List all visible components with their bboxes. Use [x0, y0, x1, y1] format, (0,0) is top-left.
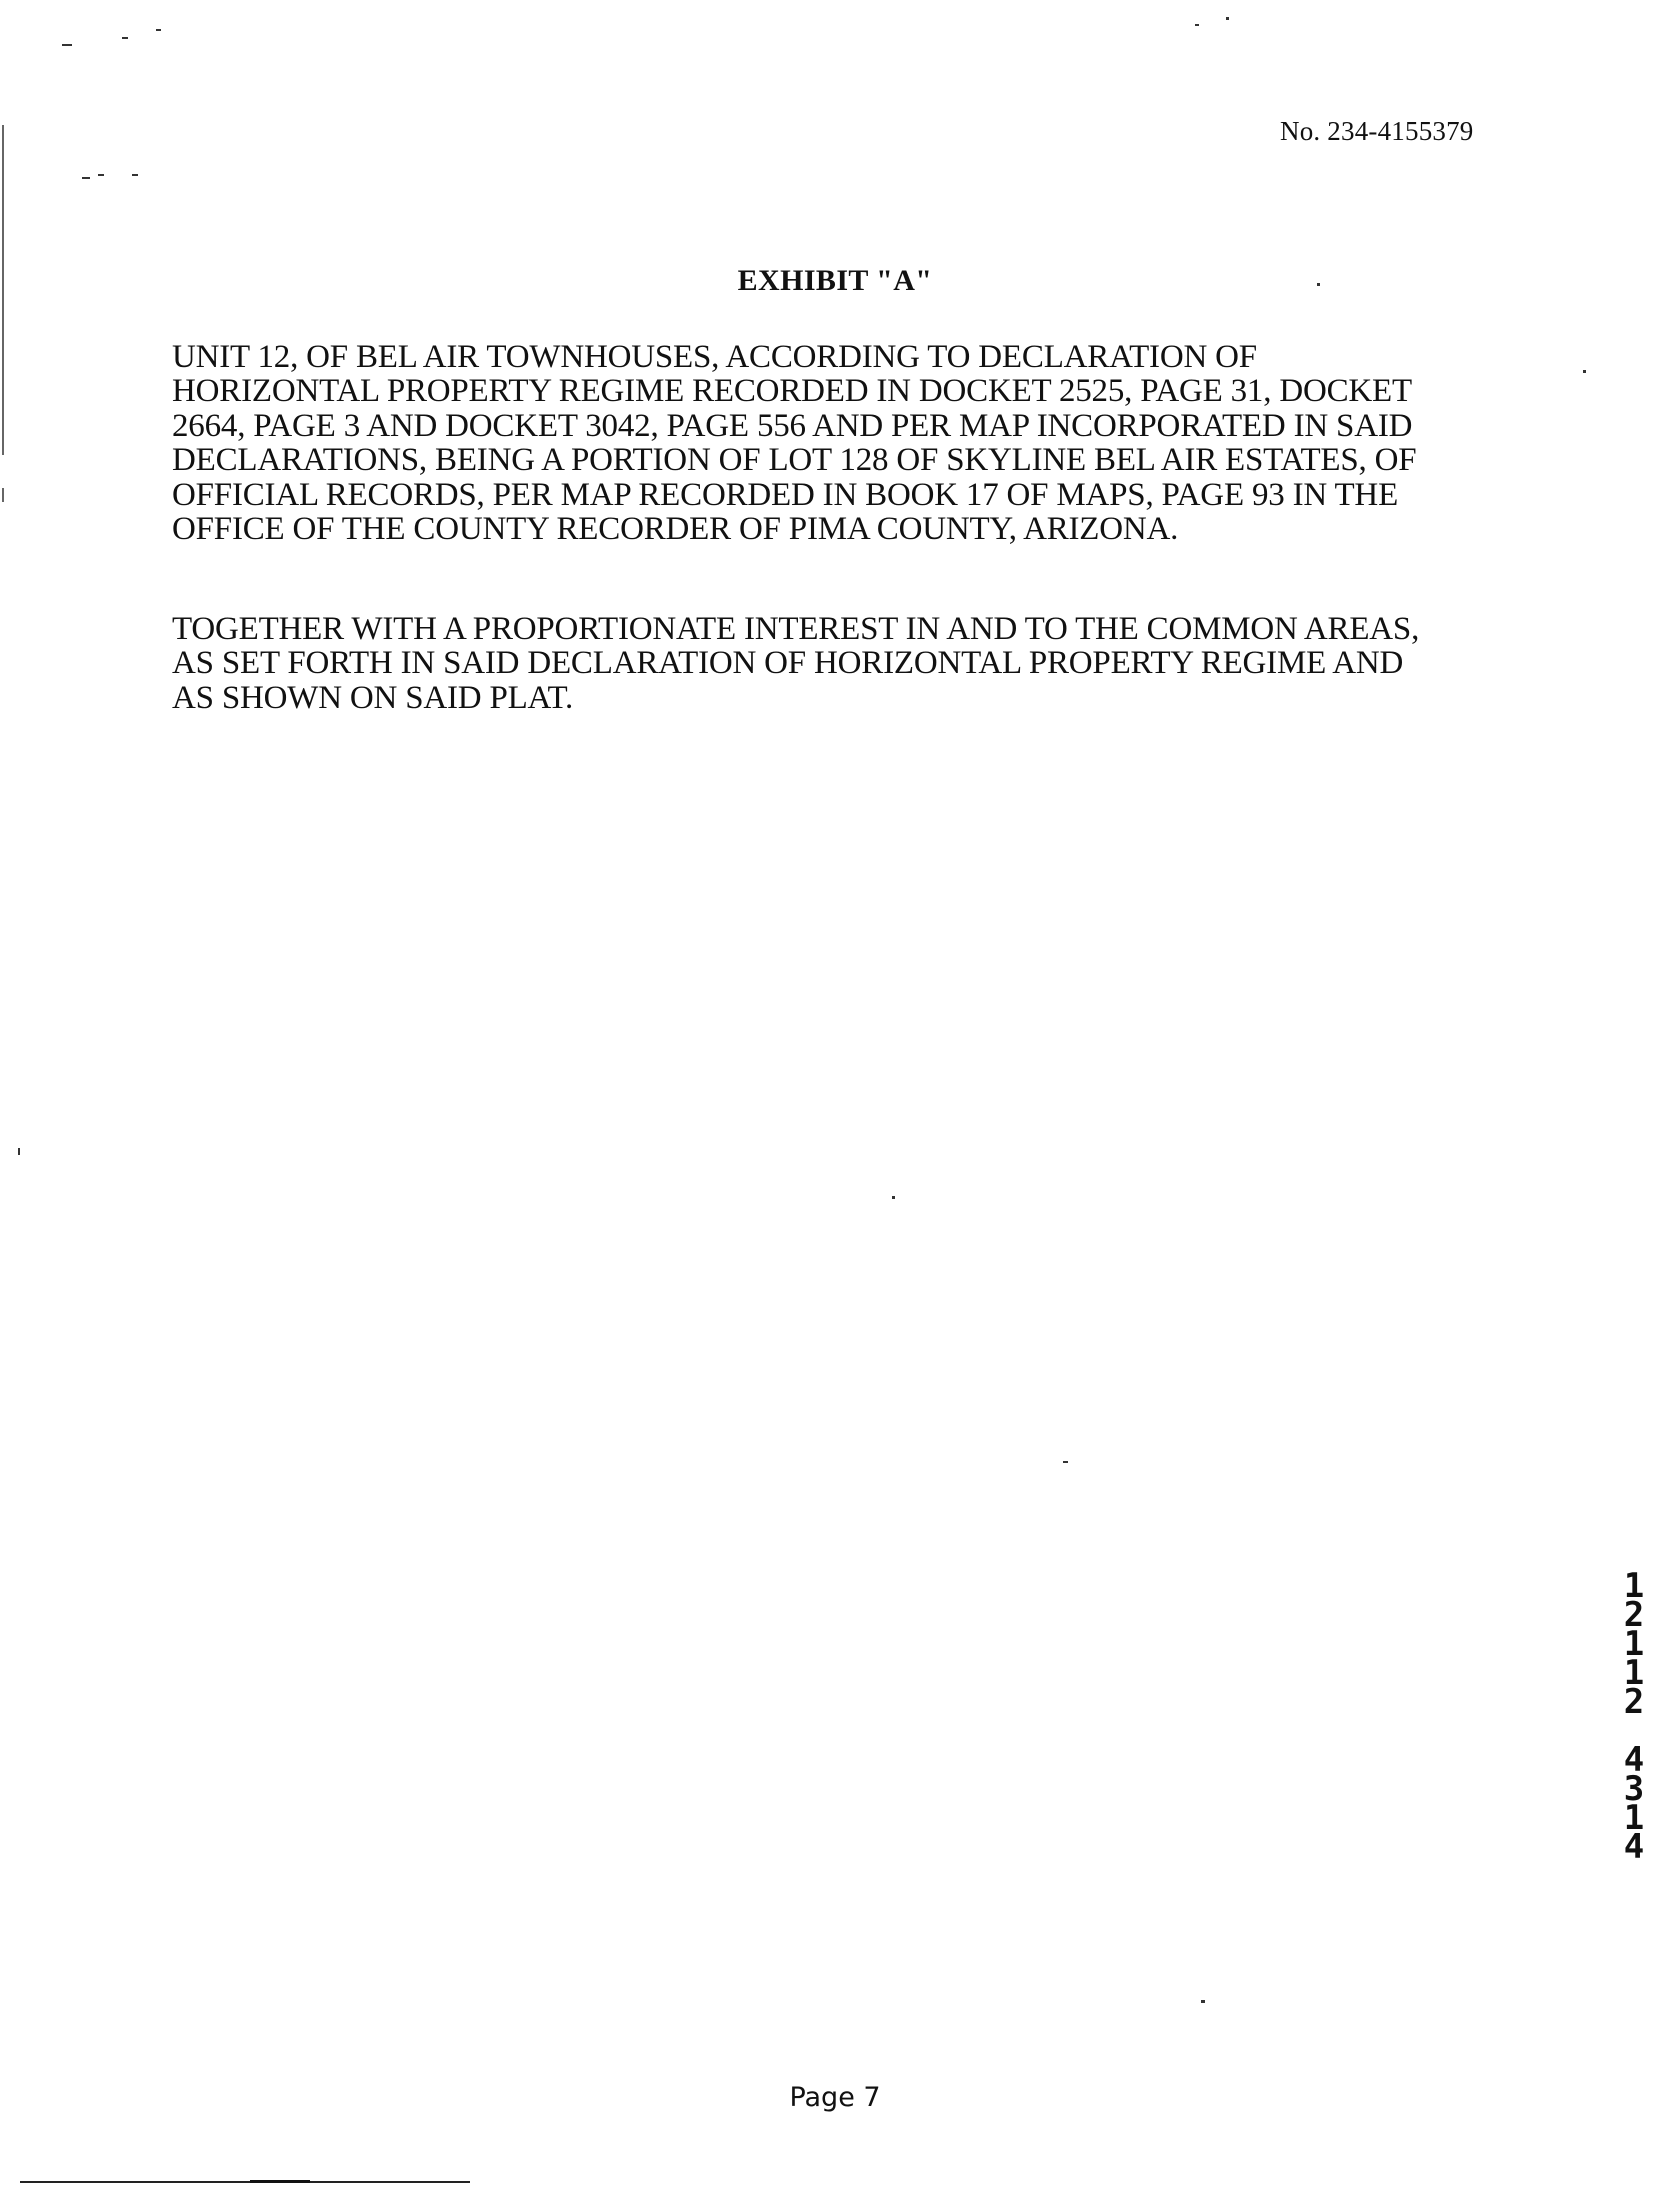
paragraph-line: DECLARATIONS, BEING A PORTION OF LOT 128 OF SKYLINE BEL AIR ESTATES, OF — [172, 442, 1417, 479]
paragraph-line: AS SET FORTH IN SAID DECLARATION OF HORIZONTAL PROPERTY REGIME AND — [172, 645, 1404, 682]
paragraph-line: HORIZONTAL PROPERTY REGIME RECORDED IN DOCKET 2525, PAGE 31, DOCKET — [172, 373, 1412, 410]
scan-speck — [122, 37, 128, 39]
stamp-digit: 3 — [1623, 1769, 1645, 1809]
scan-speck — [98, 174, 104, 176]
scan-speck — [1195, 24, 1199, 26]
scan-speck — [62, 44, 72, 46]
scan-margin-mark — [2, 488, 4, 502]
scan-speck — [1583, 370, 1586, 373]
exhibit-title: EXHIBIT "A" — [737, 264, 933, 297]
scan-speck — [18, 1148, 20, 1155]
common-areas-paragraph — [172, 612, 1482, 715]
stamp-digit: 1 — [1623, 1624, 1645, 1664]
scan-speck — [132, 174, 138, 176]
page-number: Page 7 — [789, 2082, 881, 2113]
scan-speck — [82, 177, 90, 179]
document-number: No. 234-4155379 — [1280, 116, 1474, 146]
stamp-digit: 1 — [1623, 1566, 1645, 1606]
bottom-rule — [20, 2181, 470, 2183]
scan-speck — [892, 1196, 895, 1199]
stamp-digit: 4 — [1623, 1827, 1645, 1867]
scan-speck — [1063, 1461, 1068, 1463]
paragraph-line: OFFICE OF THE COUNTY RECORDER OF PIMA COUNTY, ARIZONA. — [172, 511, 1179, 548]
stamp-digit: 1 — [1623, 1798, 1645, 1838]
recording-stamp-number — [1618, 1566, 1650, 1867]
paragraph-line: OFFICIAL RECORDS, PER MAP RECORDED IN BOOK 17 OF MAPS, PAGE 93 IN THE — [172, 476, 1399, 513]
scan-speck — [156, 29, 161, 31]
stamp-digit: 2 — [1623, 1595, 1645, 1635]
paragraph-line: UNIT 12, OF BEL AIR TOWNHOUSES, ACCORDING TO DECLARATION OF — [172, 339, 1257, 375]
paragraph-line: TOGETHER WITH A PROPORTIONATE INTEREST IN AND TO THE COMMON AREAS, — [172, 611, 1420, 647]
legal-description-paragraph — [172, 340, 1482, 546]
stamp-digit: 2 — [1623, 1682, 1645, 1722]
scan-speck — [1201, 2000, 1205, 2003]
stamp-digit: 1 — [1623, 1653, 1645, 1693]
bottom-rule-segment — [250, 2180, 310, 2183]
paragraph-line: 2664, PAGE 3 AND DOCKET 3042, PAGE 556 AND PER MAP INCORPORATED IN SAID — [172, 407, 1413, 444]
scan-speck — [1226, 17, 1229, 20]
paragraph-line: AS SHOWN ON SAID PLAT. — [172, 679, 574, 716]
stamp-digit: 4 — [1623, 1740, 1645, 1780]
